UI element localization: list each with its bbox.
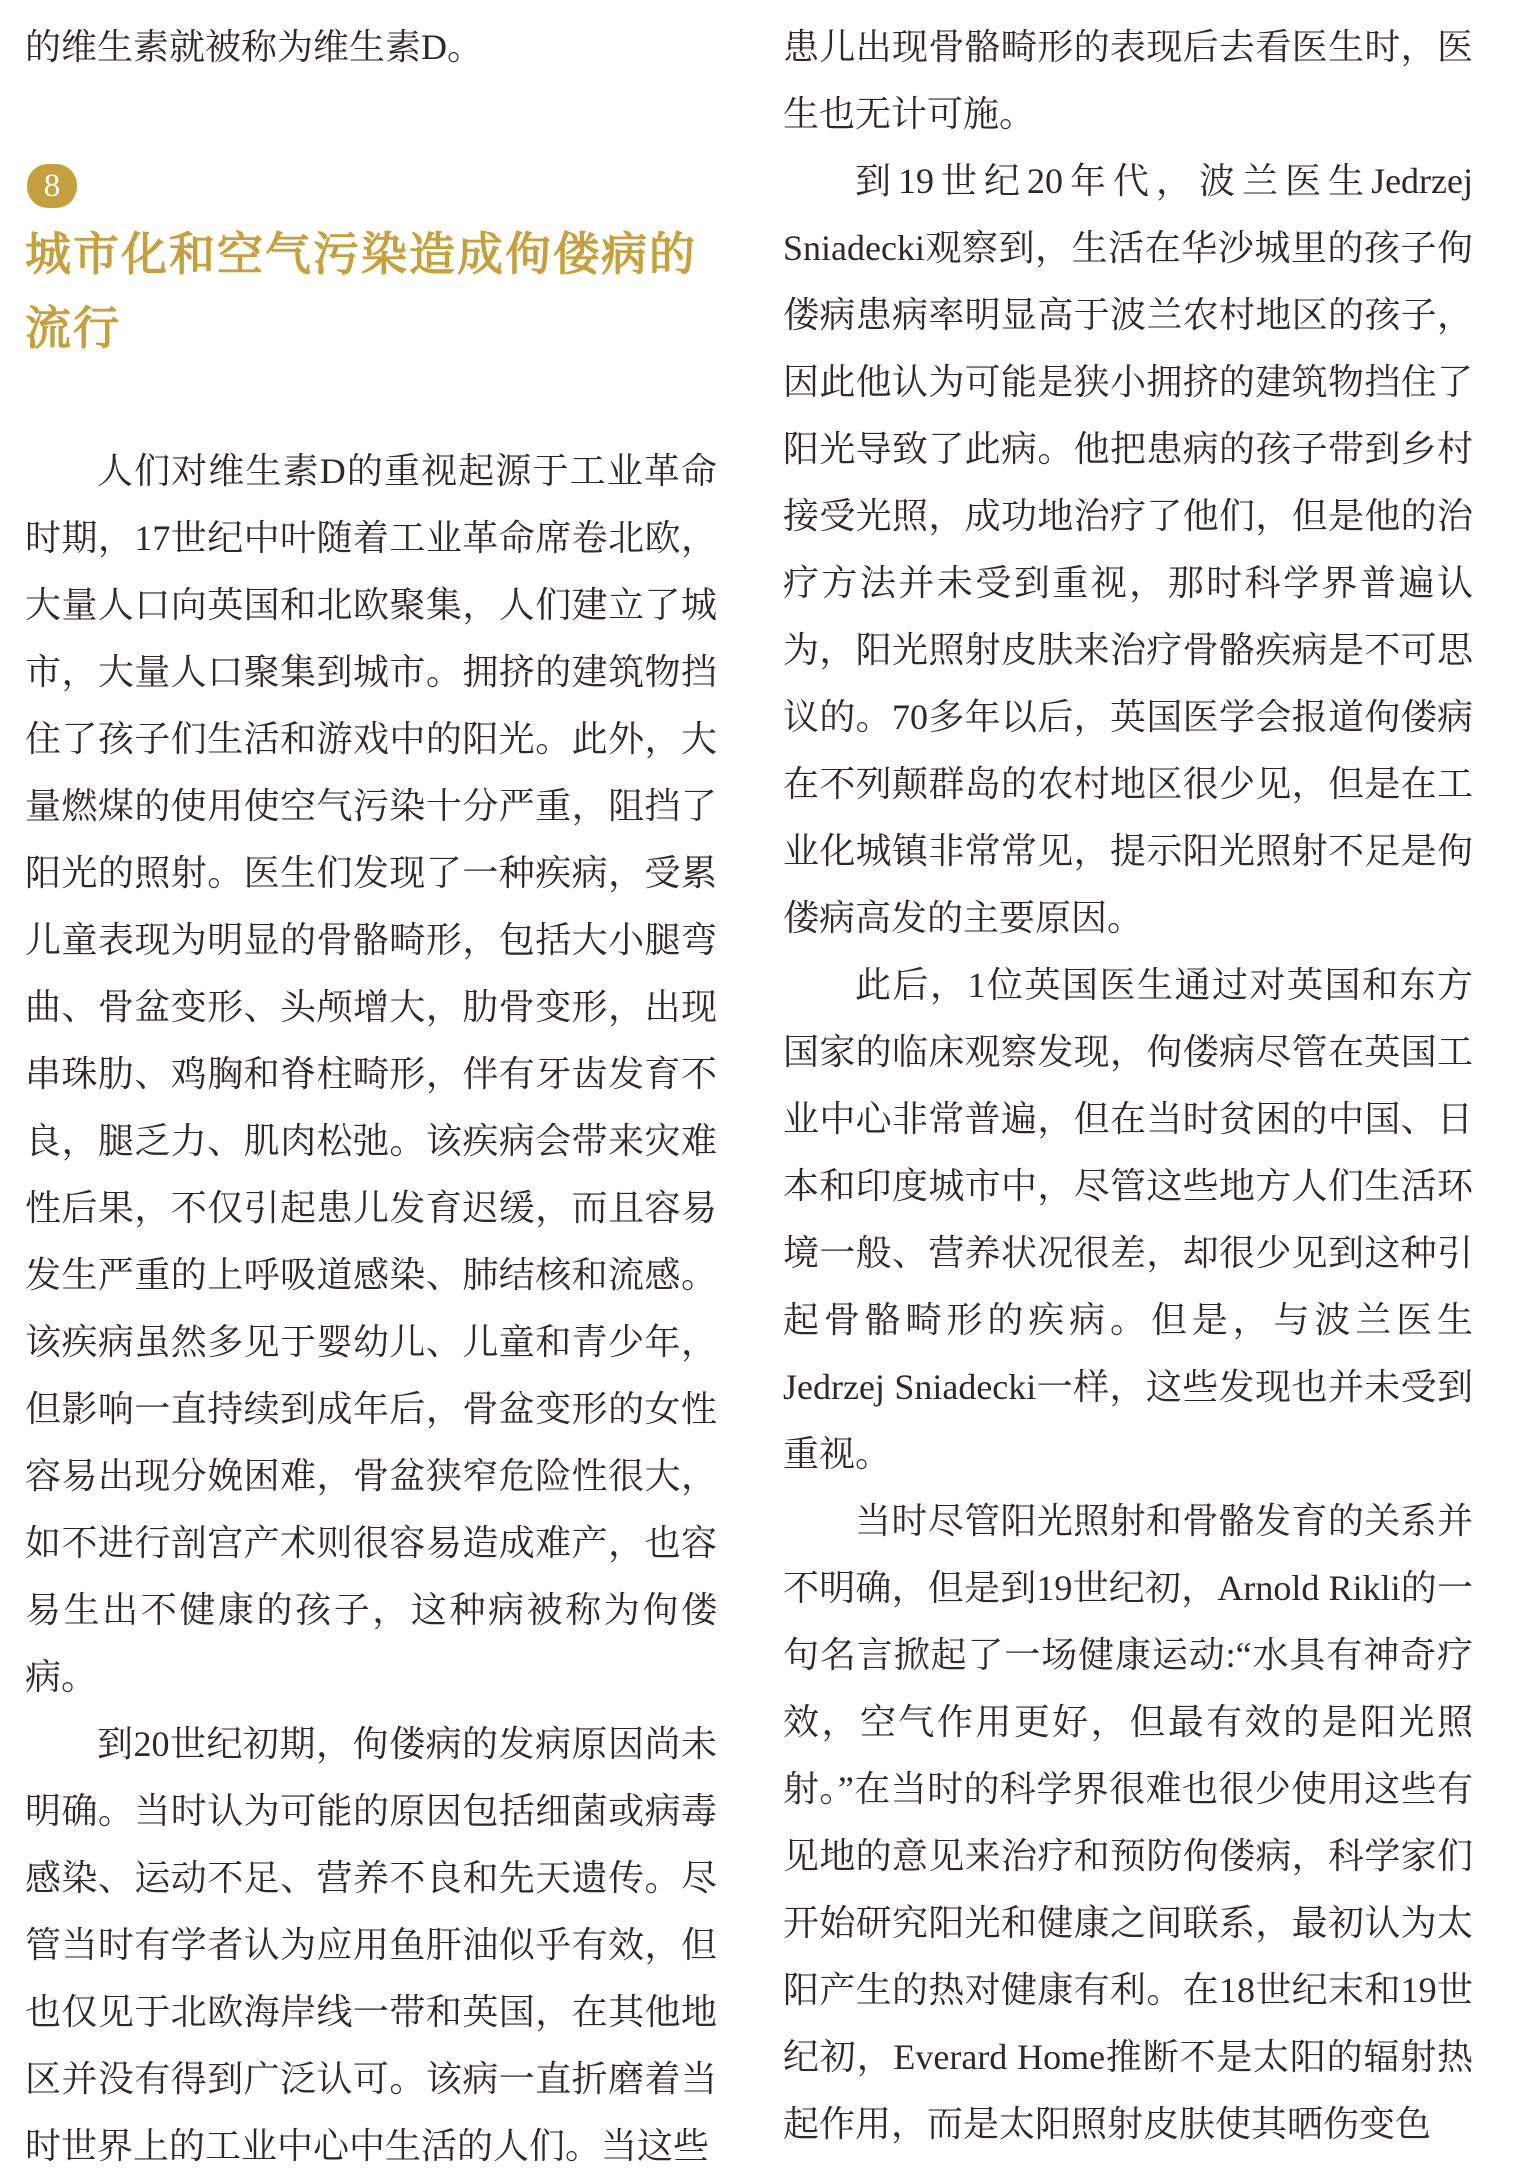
paragraph: 到20世纪初期，佝偻病的发病原因尚未明确。当时认为可能的原因包括细菌或病毒感染、运动不足、营养不良和先天遗传。尽管当时有学者认为应用鱼肝油似乎有效，但也仅见于北欧海岸线一带和英国，在其他地区并没有得到广泛认可。该病一直折磨着当时世界上的工业中心中生活的人们。当这些	[25, 1724, 717, 2166]
paragraph: 此后，1位英国医生通过对英国和东方国家的临床观察发现，佝偻病尽管在英国工业中心非常普遍，但在当时贫困的中国、日本和印度城市中，尽管这些地方人们生活环境一般、营养状况很差，却很少见到这种引起骨骼畸形的疾病。但是，与波兰医生Jedrzej Sniadecki一样，这些发现也并未受到重视。	[783, 965, 1473, 1474]
paragraph: 人们对维生素D的重视起源于工业革命时期，17世纪中叶随着工业革命席卷北欧，大量人口向英国和北欧聚集，人们建立了城市，大量人口聚集到城市。拥挤的建筑物挡住了孩子们生活和游戏中的阳光。此外，大量燃煤的使用使空气污染十分严重，阻挡了阳光的照射。医生们发现了一种疾病，受累儿童表现为明显的骨骼畸形，包括大小腿弯曲、骨盆变形、头颅增大，肋骨变形，出现串珠肋、鸡胸和脊柱畸形，伴有牙齿发育不良，腿乏力、肌肉松弛。该疾病会带来灾难性后果，不仅引起患儿发育迟缓，而且容易发生严重的上呼吸道感染、肺结核和流感。该疾病虽然多见于婴幼儿、儿童和青少年，但影响一直持续到成年后，骨盆变形的女性容易出现分娩困难，骨盆狭窄危险性很大，如不进行剖宫产术则很容易造成难产，也容易生出不健康的孩子，这种病被称为佝偻病。	[25, 451, 717, 1697]
paragraph: 到19世纪20年代，波兰医生Jedrzej Sniadecki观察到，生活在华沙城里的孩子佝偻病患病率明显高于波兰农村地区的孩子，因此他认为可能是狭小拥挤的建筑物挡住了阳光导致了此病。他把患病的孩子带到乡村接受光照，成功地治疗了他们，但是他的治疗方法并未受到重视，那时科学界普遍认为，阳光照射皮肤来治疗骨骼疾病是不可思议的。70多年以后，英国医学会报道佝偻病在不列颠群岛的农村地区很少见，但是在工业化城镇非常常见，提示阳光照射不足是佝偻病高发的主要原因。	[783, 161, 1473, 938]
section-number-badge	[27, 164, 77, 208]
section-title	[25, 218, 717, 366]
section-title-line1: 城市化和空气污染造成佝偻病的	[25, 229, 697, 280]
paragraph-continuation-left: 的维生素就被称为维生素D。	[25, 27, 483, 67]
paragraph: 当时尽管阳光照射和骨骼发育的关系并不明确，但是到19世纪初，Arnold Rikli的一句名言掀起了一场健康运动:“水具有神奇疗效，空气作用更好，但最有效的是阳光照射。”在当时的科学界很难也很少使用这些有见地的意见来治疗和预防佝偻病，科学家们开始研究阳光和健康之间联系，最初认为太阳产生的热对健康有利。在18世纪末和19世纪初，Everard Home推断不是太阳的辐射热起作用，而是太阳照射皮肤使其晒伤变色	[783, 1501, 1473, 2144]
right-column	[783, 0, 1473, 2158]
paragraph-continuation-right: 患儿出现骨骼畸形的表现后去看医生时，医生也无计可施。	[783, 27, 1473, 134]
section-number: 8	[43, 167, 61, 204]
section-title-line2: 流行	[25, 303, 121, 354]
left-column	[25, 0, 717, 2180]
